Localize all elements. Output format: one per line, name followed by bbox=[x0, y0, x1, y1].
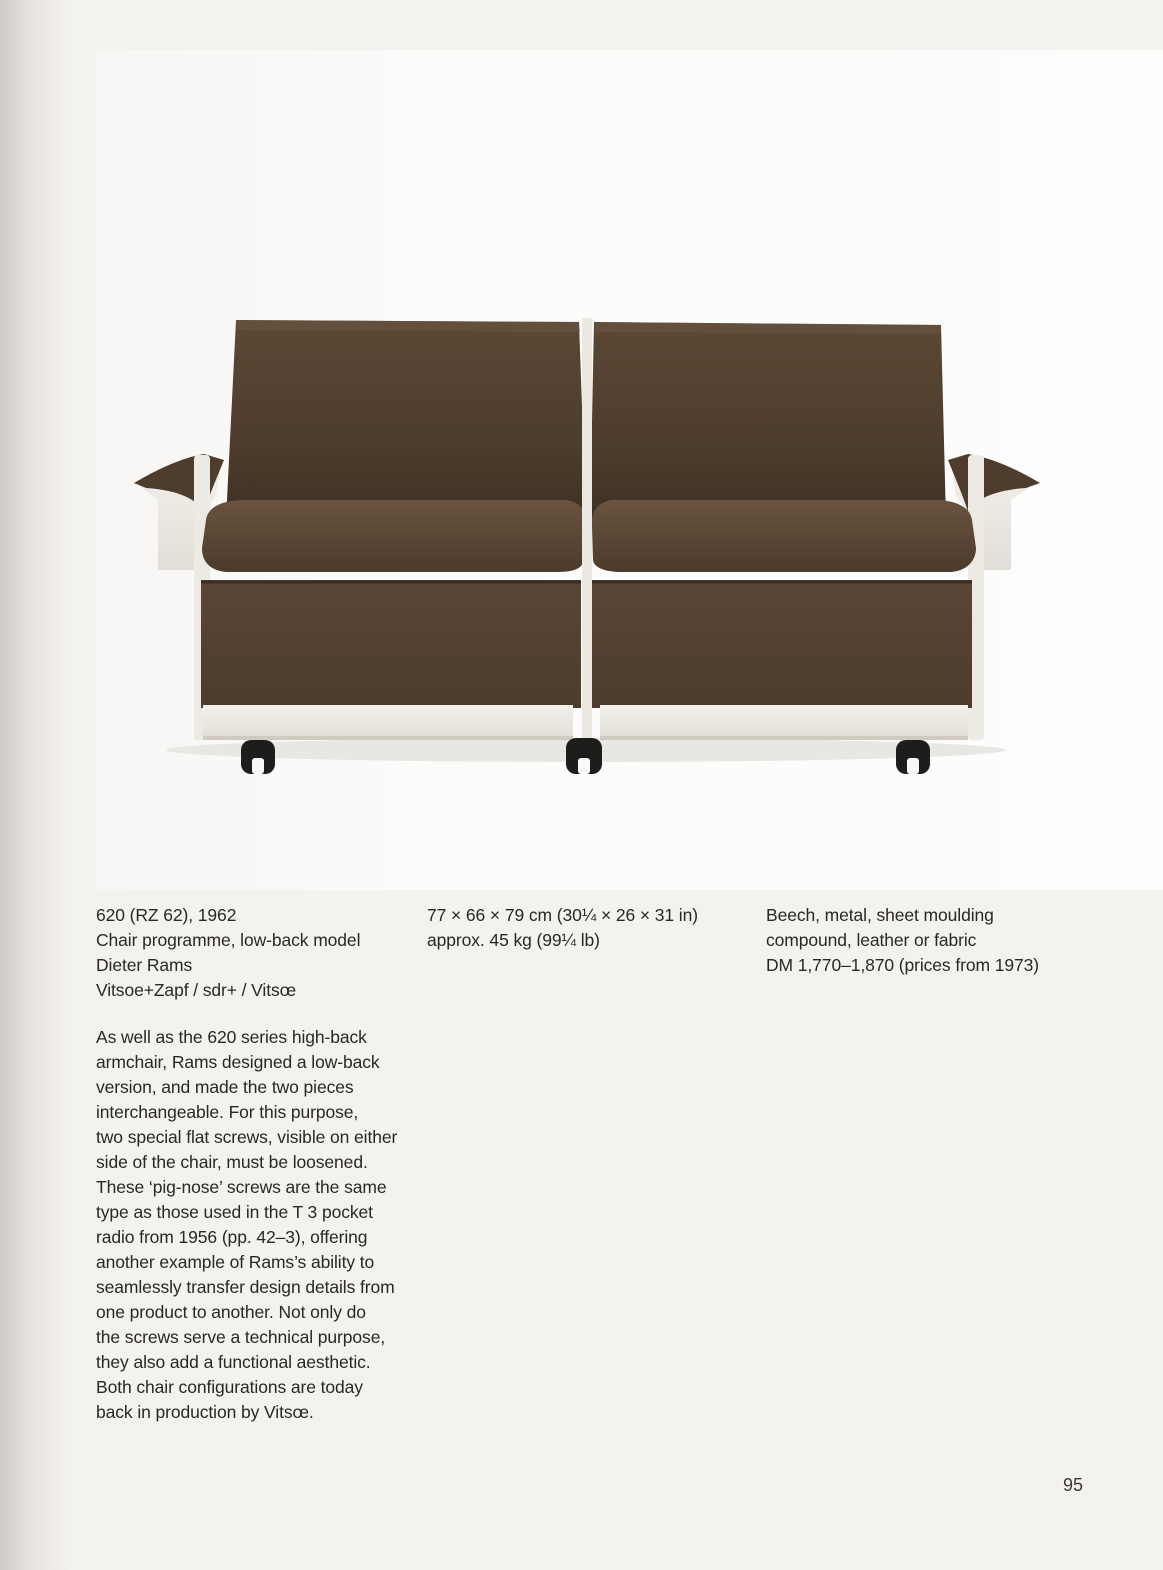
body-line: radio from 1956 (pp. 42–3), offering bbox=[96, 1227, 368, 1247]
caption-left-column bbox=[96, 903, 416, 1003]
body-line: As well as the 620 series high-back bbox=[96, 1027, 367, 1047]
body-line: interchangeable. For this purpose, bbox=[96, 1102, 359, 1122]
center-shell-divider bbox=[582, 318, 592, 743]
body-line: back in production by Vitsœ. bbox=[96, 1402, 314, 1422]
body-paragraph bbox=[96, 1025, 416, 1425]
page-gutter-shadow bbox=[0, 0, 70, 1570]
body-line: These ‘pig-nose’ screws are the same bbox=[96, 1177, 387, 1197]
body-line: another example of Rams’s ability to bbox=[96, 1252, 375, 1272]
body-line: seamlessly transfer design details from bbox=[96, 1277, 395, 1297]
right-chair bbox=[590, 322, 984, 740]
body-line: they also add a functional aesthetic. bbox=[96, 1352, 371, 1372]
body-line: Both chair configurations are today bbox=[96, 1377, 363, 1397]
caster-right bbox=[896, 740, 930, 774]
body-line: side of the chair, must be loosened. bbox=[96, 1152, 368, 1172]
caption-designer: Dieter Rams bbox=[96, 955, 193, 975]
caption-materials-1: Beech, metal, sheet moulding bbox=[766, 905, 994, 925]
caption-middle-column bbox=[427, 903, 747, 953]
body-line: one product to another. Not only do bbox=[96, 1302, 366, 1322]
caption-materials-2: compound, leather or fabric bbox=[766, 930, 977, 950]
sofa-illustration bbox=[96, 50, 1163, 890]
body-line: two special flat screws, visible on either bbox=[96, 1127, 398, 1147]
caption-title: Chair programme, low-back model bbox=[96, 930, 361, 950]
body-line: version, and made the two pieces bbox=[96, 1077, 354, 1097]
body-line: the screws serve a technical purpose, bbox=[96, 1327, 386, 1347]
caster-center bbox=[566, 738, 602, 774]
body-line: armchair, Rams designed a low-back bbox=[96, 1052, 380, 1072]
product-photo bbox=[96, 50, 1163, 890]
caption-weight: approx. 45 kg (99¼ lb) bbox=[427, 930, 600, 950]
caster-left bbox=[241, 740, 275, 774]
caption-price: DM 1,770–1,870 (prices from 1973) bbox=[766, 955, 1039, 975]
left-chair bbox=[194, 320, 586, 740]
caption-model: 620 (RZ 62), 1962 bbox=[96, 905, 237, 925]
page-number: 95 bbox=[1063, 1475, 1084, 1495]
body-line: type as those used in the T 3 pocket bbox=[96, 1202, 373, 1222]
caption-right-column bbox=[766, 903, 1096, 978]
caption-dimensions: 77 × 66 × 79 cm (30¼ × 26 × 31 in) bbox=[427, 905, 698, 925]
caption-manufacturer: Vitsoe+Zapf / sdr+ / Vitsœ bbox=[96, 980, 297, 1000]
